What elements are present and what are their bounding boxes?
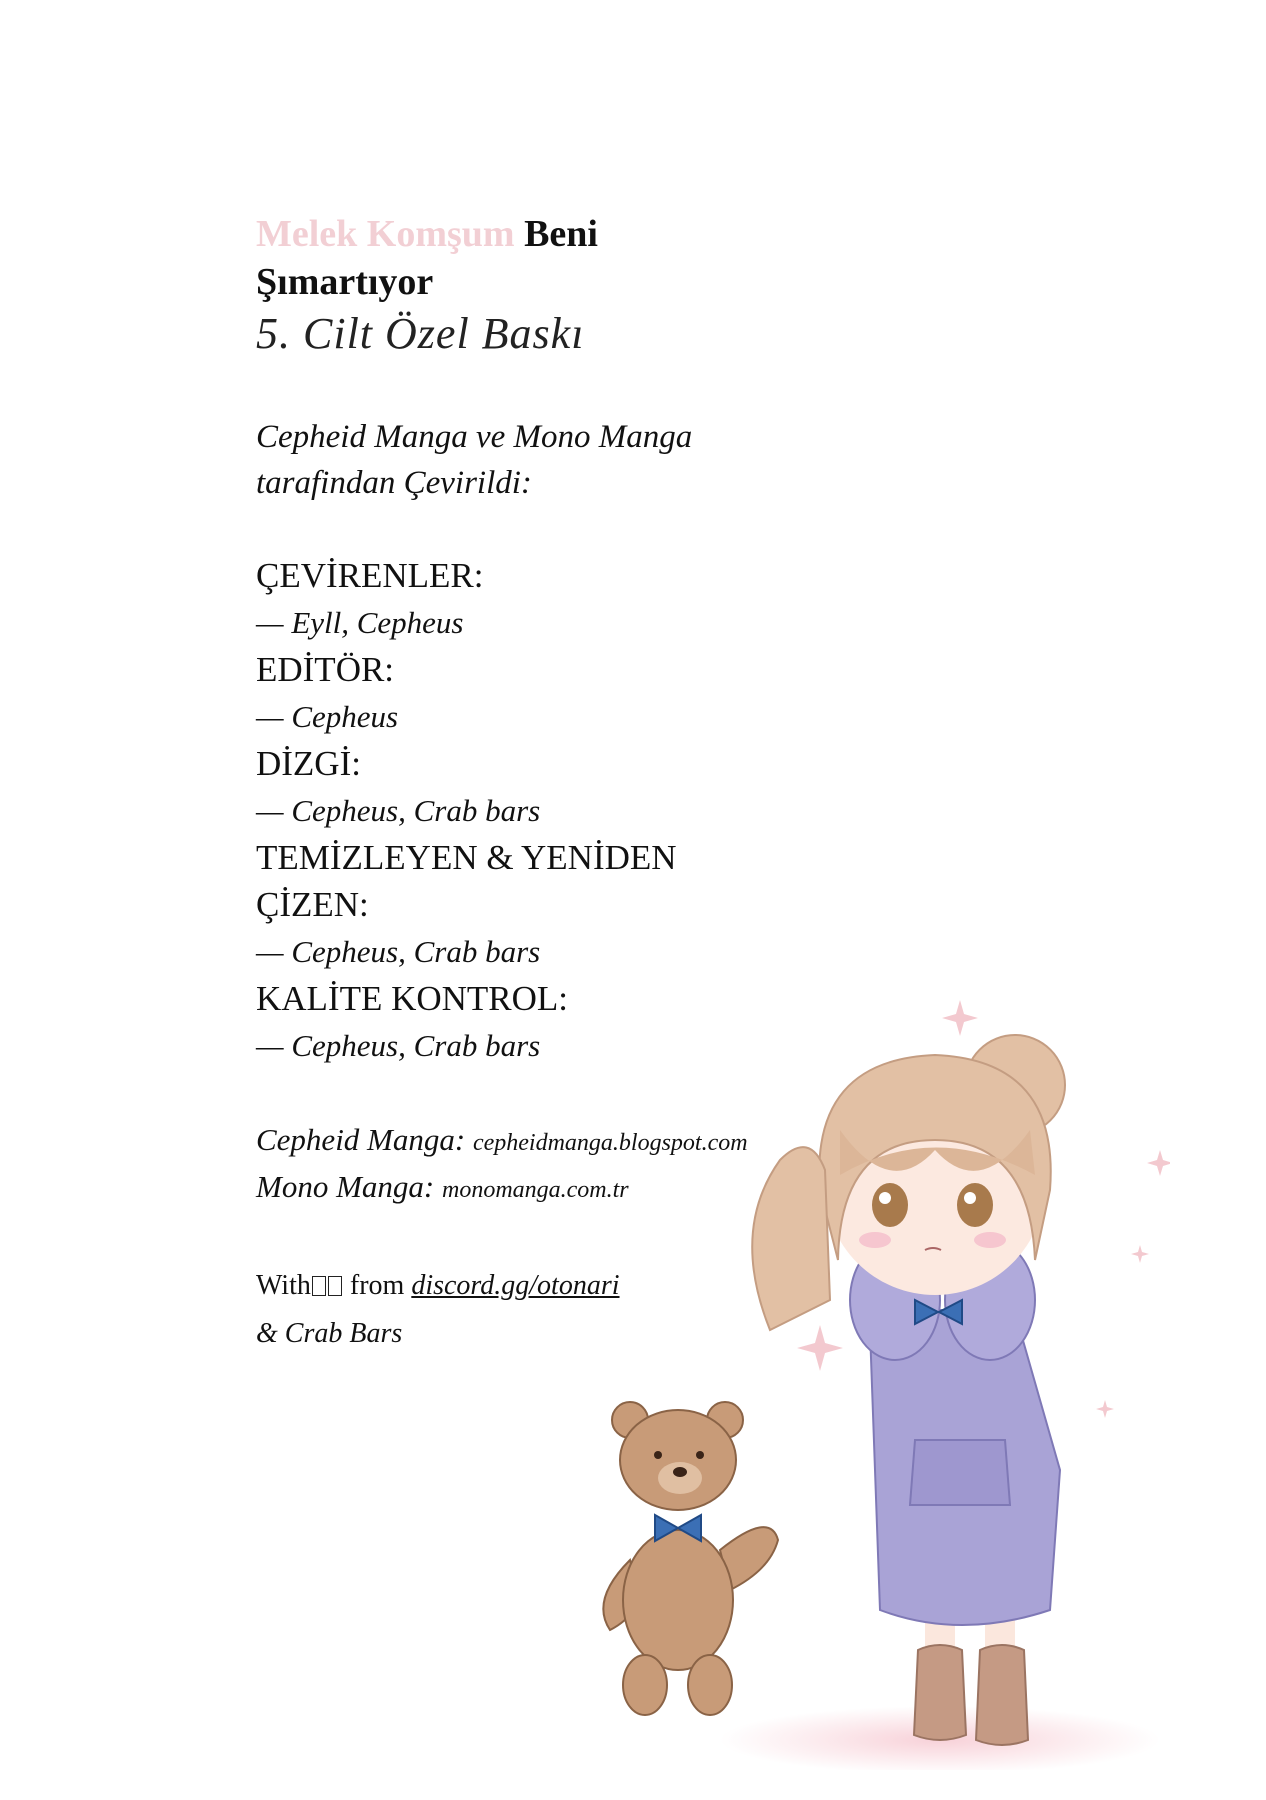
thanks-line-2: & Crab Bars <box>256 1318 403 1349</box>
role-label: DİZGİ: <box>256 744 361 783</box>
manga-title <box>256 210 598 306</box>
title-part-pink: Melek Komşum <box>256 213 515 255</box>
role-names: — Cepheus, Crab bars <box>256 1028 541 1063</box>
role-label: EDİTÖR: <box>256 650 395 689</box>
role-names: — Cepheus <box>256 699 399 734</box>
role-label-continued: ÇİZEN: <box>256 885 369 924</box>
link-row <box>256 1118 748 1165</box>
group-links <box>256 1118 748 1212</box>
volume-subtitle: 5. Cilt Özel Baskı <box>256 309 585 358</box>
group-url[interactable]: monomanga.com.tr <box>441 1177 629 1203</box>
staff-credits <box>256 552 677 1069</box>
missing-glyph-icon <box>328 1276 342 1296</box>
link-row <box>256 1165 748 1212</box>
thanks-from: from <box>349 1270 405 1301</box>
translation-intro <box>256 414 692 506</box>
title-part-black: Beni <box>524 213 598 255</box>
thanks-note <box>256 1262 620 1358</box>
group-name: Cepheid Manga: <box>256 1122 466 1157</box>
missing-glyph-icon <box>312 1276 326 1296</box>
intro-line-1: Cepheid Manga ve Mono Manga <box>256 419 693 455</box>
group-name: Mono Manga: <box>256 1169 435 1204</box>
role-names: — Cepheus, Crab bars <box>256 793 541 828</box>
intro-line-2: tarafindan Çevirildi: <box>256 465 532 501</box>
role-label: TEMİZLEYEN & YENİDEN <box>256 838 677 877</box>
role-names: — Eyll, Cepheus <box>256 605 464 640</box>
role-names: — Cepheus, Crab bars <box>256 934 541 969</box>
group-url[interactable]: cepheidmanga.blogspot.com <box>472 1130 748 1156</box>
role-label: ÇEVİRENLER: <box>256 556 484 595</box>
role-label: KALİTE KONTROL: <box>256 979 569 1018</box>
discord-link[interactable]: discord.gg/otonari <box>411 1270 620 1301</box>
thanks-with: With <box>256 1270 311 1301</box>
title-line-2: Şımartıyor <box>256 261 434 303</box>
teddy-bear-icon <box>600 1400 800 1770</box>
